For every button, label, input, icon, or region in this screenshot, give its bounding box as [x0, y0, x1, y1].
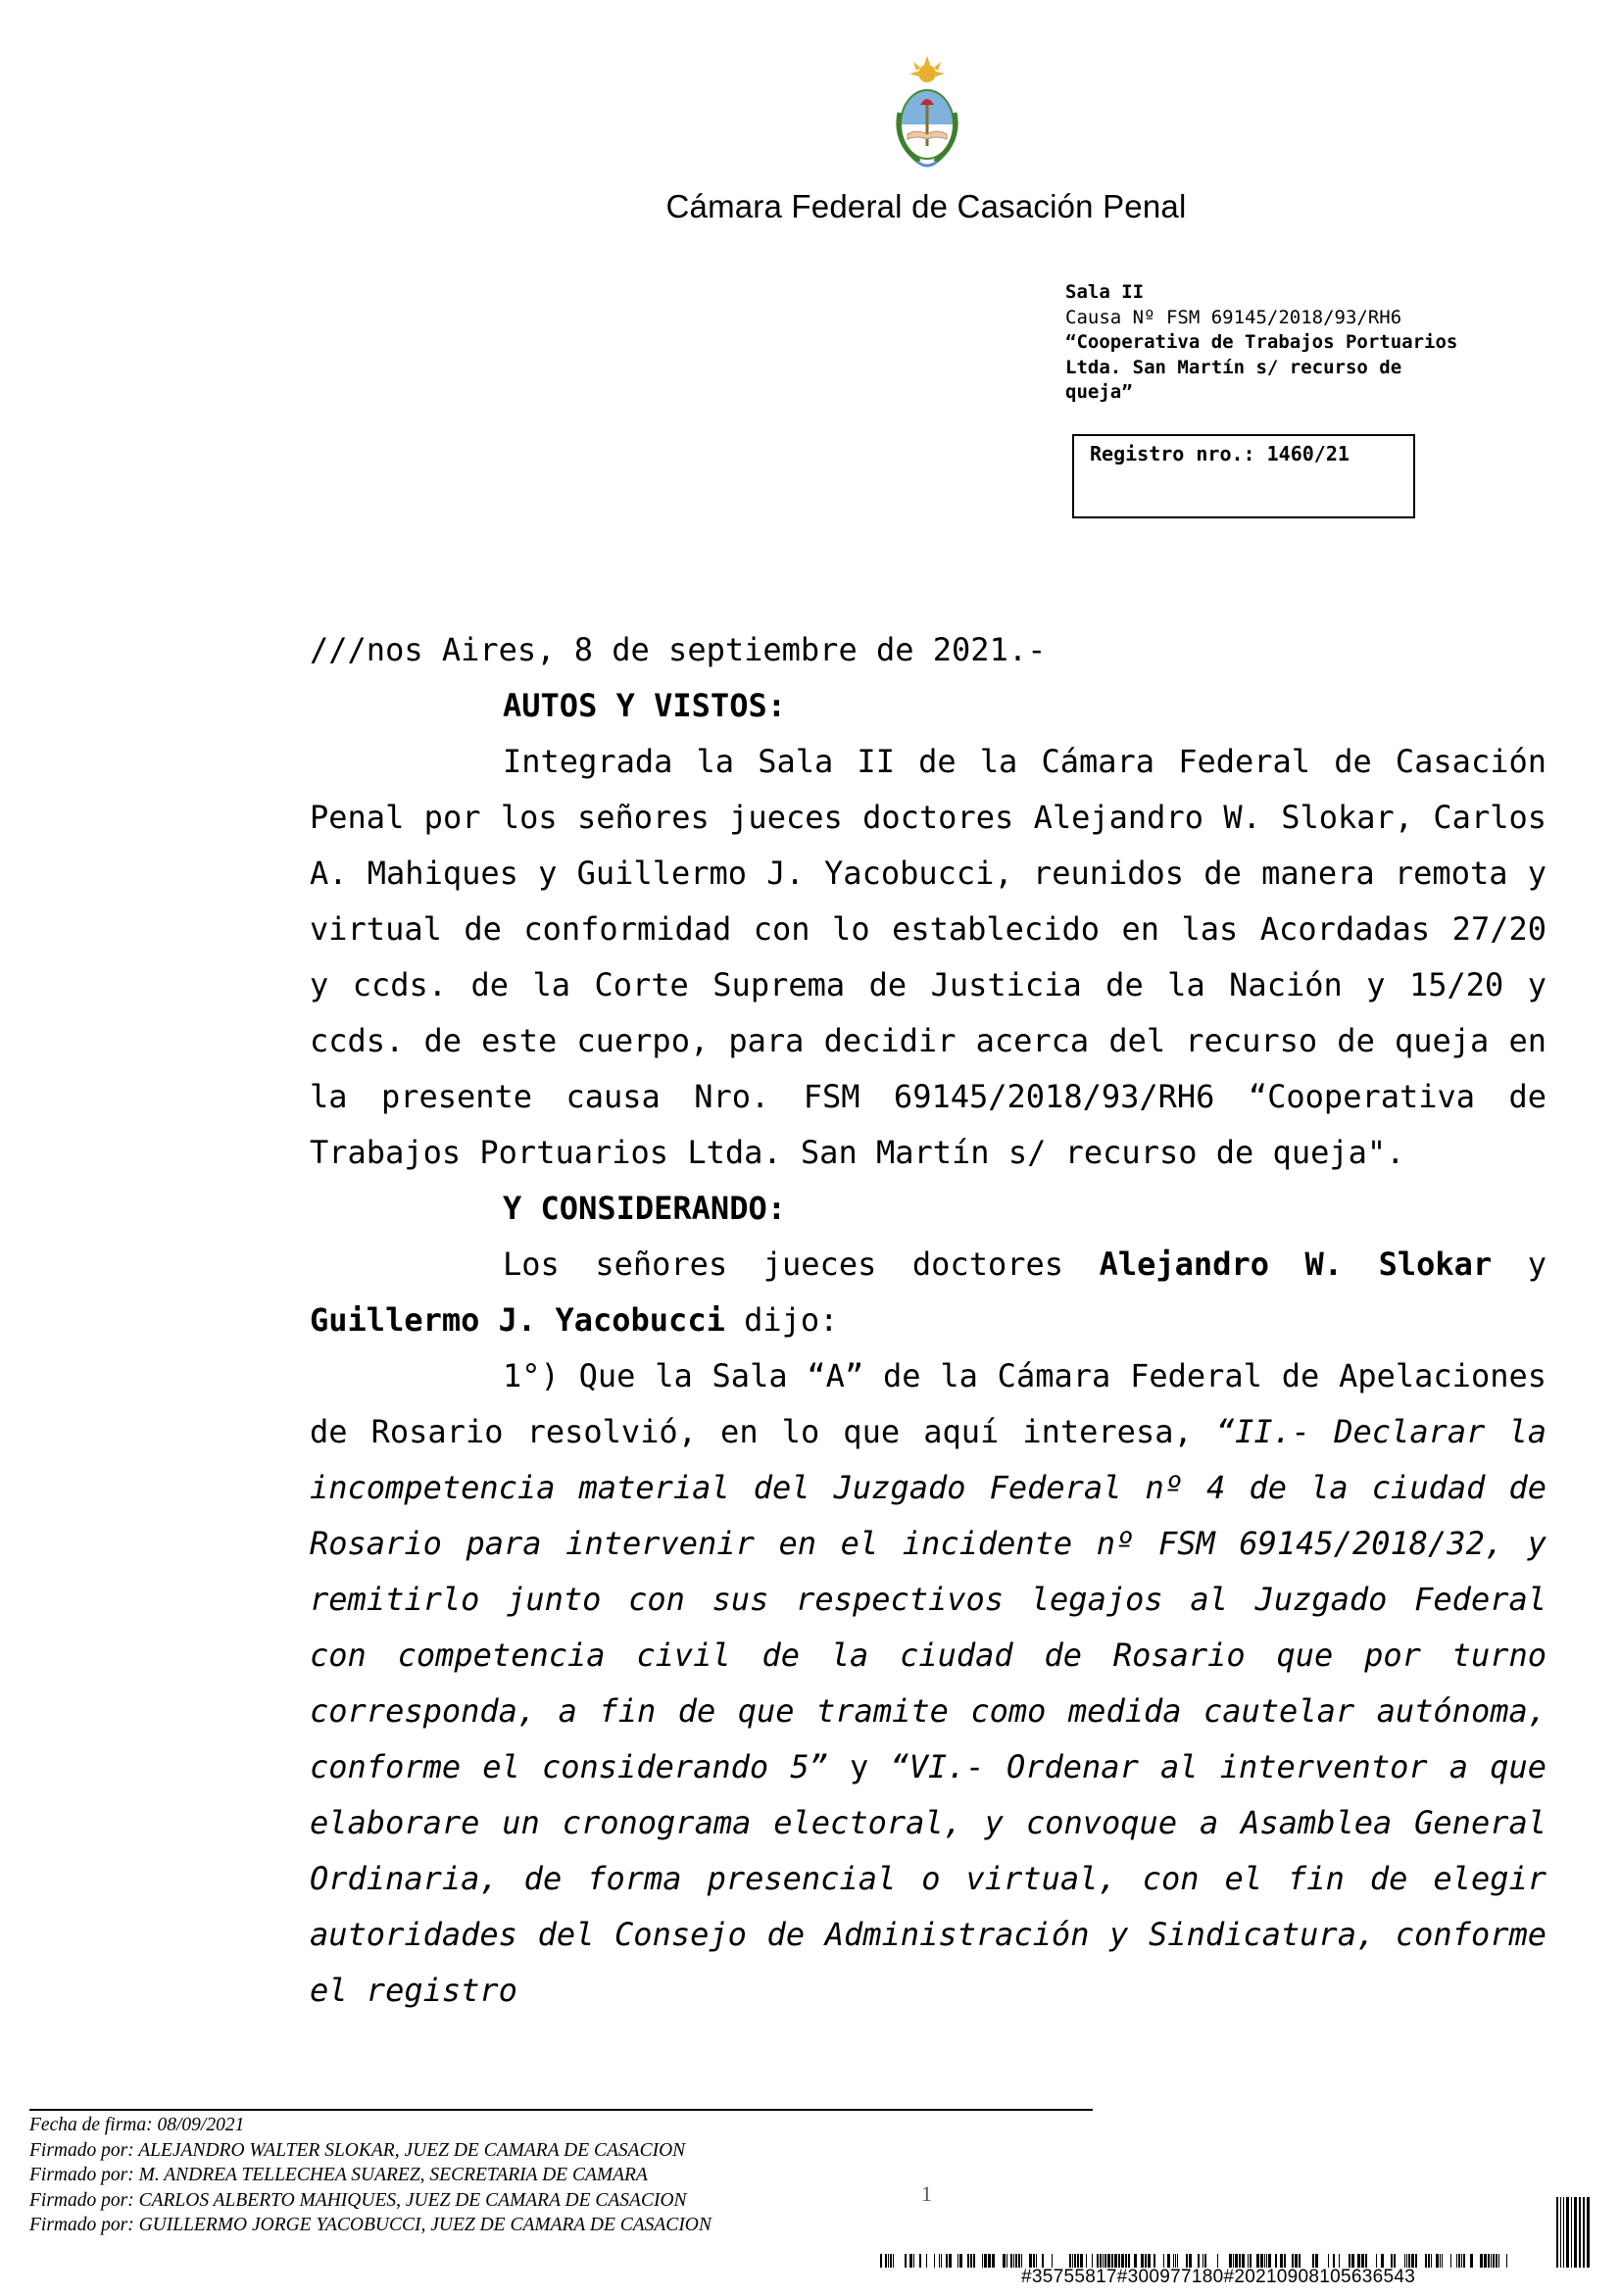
paragraph-1-intro: 1°) Que la Sala “A” de la Cámara Federal de Apelaciones de Rosario resolvió, en lo que aquí interesa,: [310, 1357, 1546, 1450]
judge-name-1: Alejandro W. Slokar: [1099, 1246, 1493, 1283]
coat-of-arms-emblem: [888, 54, 966, 179]
sala-label: Sala II: [1065, 281, 1145, 303]
considerando-paragraph-1: [310, 1348, 1546, 2019]
considerando-heading: Y CONSIDERANDO:: [503, 1190, 786, 1227]
causa-number: Causa Nº FSM 69145/2018/93/RH6: [1065, 306, 1402, 328]
registro-box: Registro nro.: 1460/21: [1072, 434, 1415, 518]
document-body: [310, 622, 1546, 2019]
signature-line: Firmado por: CARLOS ALBERTO MAHIQUES, JUEZ DE CAMARA DE CASACION: [29, 2189, 687, 2211]
judges-intro: Los señores jueces doctores: [503, 1246, 1064, 1283]
barcode-caption: #35755817#300977180#20210908105636543: [1021, 2267, 1416, 2287]
signature-line: Firmado por: ALEJANDRO WALTER SLOKAR, JUEZ DE CAMARA DE CASACION: [29, 2139, 686, 2161]
paragraph-1-y: y: [850, 1748, 869, 1785]
judge-name-2: Guillermo J. Yacobucci: [310, 1301, 725, 1339]
court-name-heading: Cámara Federal de Casación Penal: [665, 188, 1187, 224]
signature-block: [29, 2113, 911, 2238]
case-title-line-1: “Cooperativa de Trabajos Portuarios: [1065, 331, 1458, 353]
date-line: ///nos Aires, 8 de septiembre de 2021.-: [310, 631, 1047, 668]
page-number: 1: [921, 2181, 932, 2206]
case-title-line-2: Ltda. San Martín s/ recurso de: [1065, 356, 1402, 378]
signature-line: Firmado por: GUILLERMO JORGE YACOBUCCI, JUEZ DE CAMARA DE CASACION: [29, 2215, 712, 2235]
case-reference-block: [1065, 280, 1487, 406]
judges-and: y: [1527, 1246, 1547, 1283]
signature-date: Fecha de firma: 08/09/2021: [29, 2115, 245, 2135]
quoted-resolution-ii: “II.- Declarar la incompetencia material del Juzgado Federal nº 4 de la ciudad de Rosario para intervenir en el incidente nº FSM 69145/2018/32, y remitirlo junto con sus respectivos legajos al Juzgado Federal con competencia civil de la ciudad de Rosario que por turno corresponda, a fin de que tramite como medida cautelar autónoma, conforme el considerando 5”: [310, 1413, 1547, 1785]
judges-dijo: dijo:: [744, 1301, 839, 1339]
case-title-line-3: queja”: [1065, 381, 1133, 403]
judges-paragraph: [310, 1237, 1546, 1348]
footer-divider: [29, 2109, 1093, 2111]
autos-paragraph: Integrada la Sala II de la Cámara Federal de Casación Penal por los señores jueces doctores Alejandro W. Slokar, Carlos A. Mahiques y Guillermo J. Yacobucci, reunidos de manera remota y virtual de conformidad con lo establecido en las Acordadas 27/20 y ccds. de la Corte Suprema de Justicia de la Nación y 15/20 y ccds. de este cuerpo, para decidir acerca del recurso de queja en la presente causa Nro. FSM 69145/2018/93/RH6 “Cooperativa de Trabajos Portuarios Ltda. San Martín s/ recurso de queja".: [310, 743, 1546, 1171]
autos-heading: AUTOS Y VISTOS:: [503, 687, 786, 724]
signature-line: Firmado por: M. ANDREA TELLECHEA SUAREZ, SECRETARIA DE CAMARA: [29, 2165, 648, 2185]
quoted-resolution-vi: “VI.- Ordenar al interventor a que elaborare un cronograma electoral, y convoque a Asamblea General Ordinaria, de forma presencial o virtual, con el fin de elegir autoridades del Consejo de Administración y Sindicatura, conforme el registro: [310, 1748, 1547, 2009]
